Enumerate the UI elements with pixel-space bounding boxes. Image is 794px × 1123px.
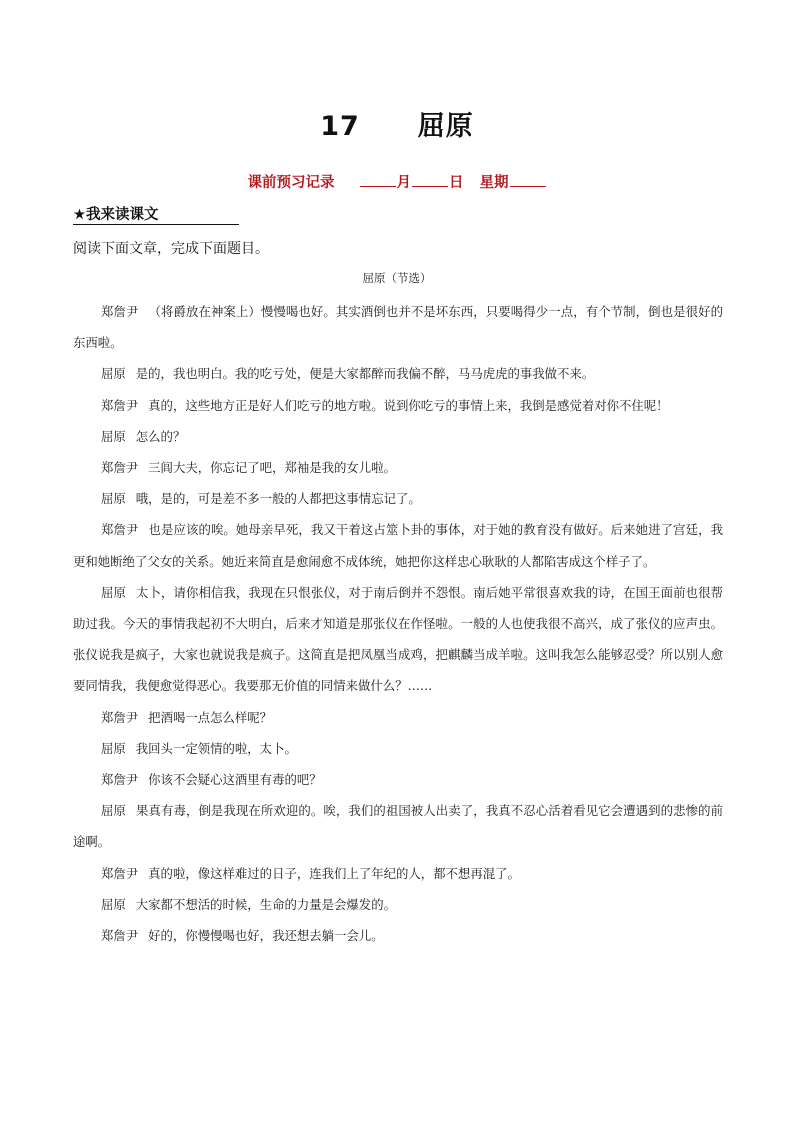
- speaker-name: 郑詹尹: [101, 772, 139, 788]
- dialogue-line: [73, 514, 723, 576]
- speech-text: 我回头一定领情的啦，太卜。: [135, 740, 297, 756]
- speaker-name: 郑詹尹: [101, 709, 139, 725]
- dialogue-line: [73, 733, 723, 764]
- weekday-blank[interactable]: [510, 173, 546, 187]
- speech-text: 真的，这些地方正是好人们吃亏的地方啦。说到你吃亏的事情上来，我倒是感觉着对你不住呢！: [148, 397, 669, 413]
- day-blank[interactable]: [412, 173, 448, 187]
- speaker-name: 郑詹尹: [101, 397, 139, 413]
- dialogue-line: [73, 421, 723, 452]
- dialogue-line: [73, 858, 723, 889]
- speaker-name: 屈原: [101, 803, 126, 819]
- dialogue-line: [73, 390, 723, 421]
- lesson-name: 屈原: [417, 111, 474, 142]
- speaker-name: 屈原: [101, 491, 126, 507]
- speech-text: 也是应该的唉。她母亲早死，我又干着这占筮卜卦的事体，对于她的教育没有做好。后来她进了宫廷，我更和她断绝了父女的关系。她近来简直是愈闹愈不成体统，她把你这样忠心耿耿的人都陷害成这个样子了。: [73, 522, 724, 569]
- speaker-name: 屈原: [101, 740, 126, 756]
- lesson-title: [0, 104, 794, 143]
- section-title: ★我来读课文: [73, 207, 239, 225]
- month-blank[interactable]: [360, 173, 396, 187]
- dialogue-line: [73, 795, 723, 857]
- speech-text: 太卜，请你相信我，我现在只恨张仪，对于南后倒并不怨恨。南后她平常很喜欢我的诗，在国王面前也很帮助过我。今天的事情我起初不大明白，后来才知道是那张仪在作怪啦。一般的人也使我很不高兴，成了张仪的应声虫。张仪说我是疯子，大家也就说我是疯子。这简直是把凤凰当成鸡，把麒麟当成羊啦。这叫我怎么能够忍受？所以别人愈要同情我，我便愈觉得恶心。我要那无价值的同情来做什么？……: [73, 584, 723, 694]
- speaker-name: 郑詹尹: [101, 522, 139, 538]
- speaker-name: 郑詹尹: [101, 304, 139, 319]
- speech-text: 哦，是的，可是差不多一般的人都把这事情忘记了。: [135, 491, 421, 507]
- speech-text: 你该不会疑心这酒里有毒的吧？: [148, 772, 322, 788]
- speaker-name: 郑詹尹: [101, 460, 139, 476]
- speech-text: （将爵放在神案上）慢慢喝也好。其实酒倒也并不是坏东西，只要喝得少一点，有个节制，倒也是很好的东西啦。: [73, 304, 724, 351]
- speaker-name: 郑詹尹: [101, 928, 139, 944]
- instruction-text: 阅读下面文章，完成下面题目。: [73, 241, 269, 257]
- speech-text: 好的，你慢慢喝也好，我还想去躺一会儿。: [148, 928, 384, 944]
- dialogue-line: [73, 577, 723, 702]
- speaker-name: 郑詹尹: [101, 865, 139, 881]
- dialogue-line: [73, 358, 723, 389]
- dialogue-line: [73, 889, 723, 920]
- section-heading: [73, 203, 239, 224]
- dialogue-line: [73, 296, 723, 358]
- speech-text: 真的啦，像这样难过的日子，连我们上了年纪的人，都不想再混了。: [148, 865, 520, 881]
- speech-text: 果真有毒，倒是我现在所欢迎的。唉，我们的祖国被人出卖了，我真不忍心活着看见它会遭遇到的悲惨的前途啊。: [73, 803, 723, 850]
- speaker-name: 屈原: [101, 896, 126, 912]
- speaker-name: 屈原: [101, 366, 126, 382]
- day-label: 日: [449, 175, 464, 191]
- speech-text: 三闾大夫，你忘记了吧，郑袖是我的女儿啦。: [148, 460, 396, 476]
- weekday-label: 星期: [479, 175, 509, 191]
- speech-text: 是的，我也明白。我的吃亏处，便是大家都醉而我偏不醉，马马虎虎的事我做不来。: [135, 366, 595, 382]
- dialogue-line: [73, 483, 723, 514]
- dialogue-body: [73, 296, 723, 951]
- dialogue-line: [73, 452, 723, 483]
- dialogue-line: [73, 702, 723, 733]
- speech-text: 把酒喝一点怎么样呢？: [148, 709, 273, 725]
- lesson-number: 17: [320, 111, 360, 142]
- record-label: 课前预习记录: [247, 175, 335, 191]
- dialogue-line: [73, 764, 723, 795]
- dialogue-line: [73, 920, 723, 951]
- speech-text: 怎么的？: [135, 428, 186, 444]
- month-label: 月: [396, 175, 411, 191]
- speaker-name: 屈原: [101, 428, 126, 444]
- speech-text: 大家都不想活的时候，生命的力量是会爆发的。: [135, 896, 396, 912]
- excerpt-title: 屈原（节选）: [362, 271, 432, 285]
- preview-record-line: [0, 171, 794, 192]
- speaker-name: 屈原: [101, 584, 126, 600]
